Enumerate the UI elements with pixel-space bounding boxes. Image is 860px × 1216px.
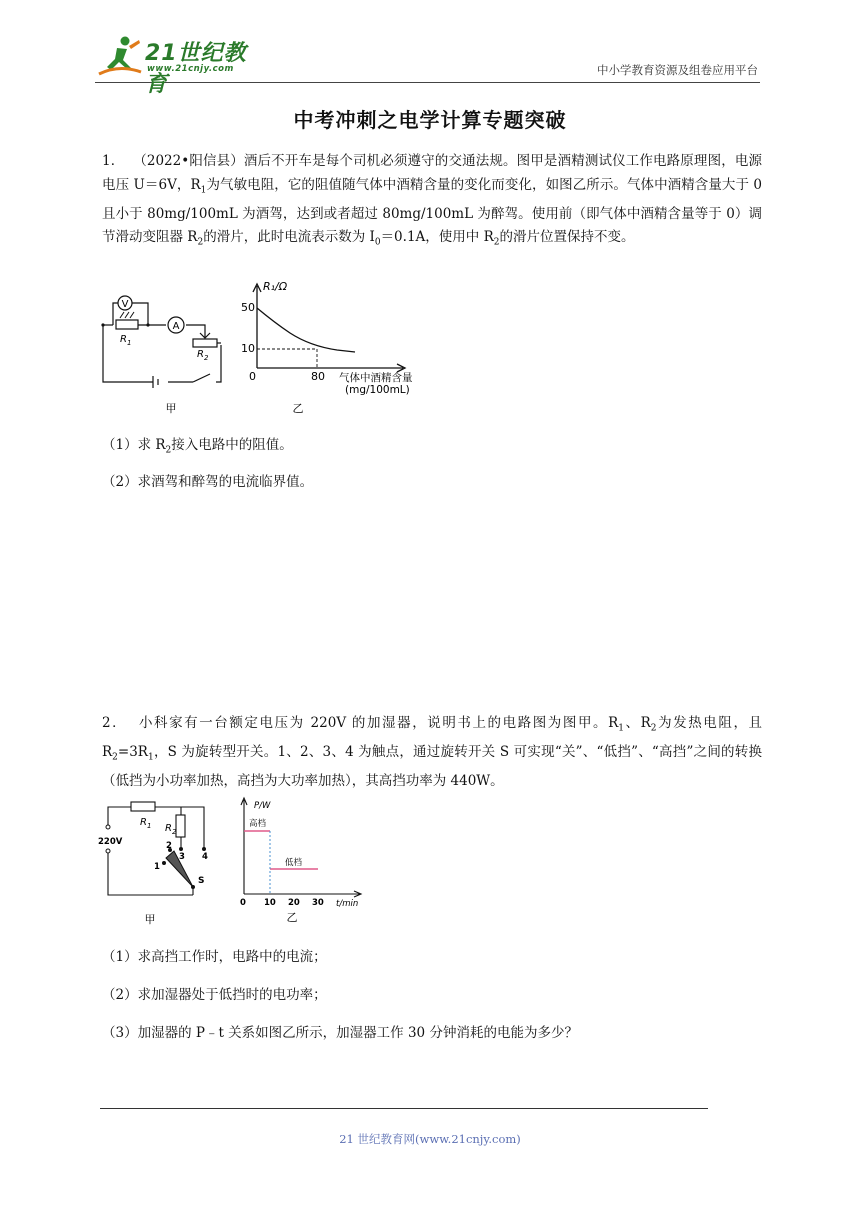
runner-logo-icon (95, 34, 143, 76)
y-tick-50: 50 (241, 301, 255, 314)
platform-name: 中小学教育资源及组卷应用平台 (597, 63, 758, 77)
page-title: 中考冲刺之电学计算专题突破 (293, 108, 567, 132)
page-footer: 21 世纪教育网(www.21cnjy.com) (339, 1132, 521, 1146)
ammeter-label: A (172, 321, 180, 332)
x-tick-0: 0 (249, 370, 256, 383)
x-tick-20: 20 (288, 898, 300, 908)
switch-label: S (198, 876, 205, 886)
x-tick-80: 80 (311, 370, 325, 383)
q1-subquestion-2: （2）求酒驾和醉驾的电流临界值。 (102, 474, 314, 490)
x-tick-0: 0 (240, 898, 246, 908)
q1-circuit-diagram (98, 285, 228, 425)
x-tick-30: 30 (312, 898, 324, 908)
contact-4: 4 (202, 852, 208, 862)
high-gear-label: 高档 (249, 819, 267, 829)
contact-1: 1 (154, 862, 160, 872)
q2-subquestion-2: （2）求加湿器处于低挡时的电功率； (102, 987, 327, 1003)
y-tick-10: 10 (241, 342, 255, 355)
x-tick-10: 10 (264, 898, 276, 908)
voltage-label: 220V (98, 837, 123, 847)
r1-label: $R_1$ (140, 817, 152, 830)
graph-ylabel: R₁/Ω (263, 280, 288, 293)
contact-2: 2 (166, 841, 172, 851)
logo-url: www.21cnjy.com (147, 64, 234, 74)
graph-xunit: (mg/100mL) (345, 384, 410, 396)
fig-yi-label: 乙 (292, 402, 304, 415)
q1-resistance-graph (235, 278, 425, 418)
fig-jia-label: 甲 (165, 402, 177, 415)
q2-power-time-graph (232, 792, 367, 927)
q2-subquestion-3: （3）加湿器的 P﹣t 关系如图乙所示，加湿器工作 30 分钟消耗的电能为多少？ (102, 1025, 578, 1041)
question-1-text: 1． （2022•阳信县）酒后不开车是每个司机必须遵守的交通法规。图甲是酒精测试仪工作电路原理图，电源电压 U＝6V，$R_1$为气敏电阻，它的阻值随气体中酒精含量的变化而变化，如图乙所示。气体中酒精含量大于 0 且小于 80mg/100mL 为酒驾，达到或者超过 80mg/100mL 为醉驾。使用前（即气体中酒精含量等于 0）调节滑动变阻器 $R_2$的滑片，此时电流表示数为 $I_0=0.1A$，使用中 $R_2$的滑片位置保持不变。 (102, 153, 762, 248)
graph-xlabel: t/min (336, 899, 359, 909)
fig-yi-label: 乙 (286, 911, 298, 924)
voltmeter-label: V (121, 299, 129, 310)
r1-label: $R_1$ (120, 334, 132, 347)
logo (95, 34, 265, 97)
fig-jia-label: 甲 (144, 913, 156, 926)
r2-label: $R_2$ (197, 349, 209, 362)
footer-divider (100, 1108, 708, 1109)
logo-text: 21世纪教育 (145, 41, 247, 97)
question-2-text: 2． 小科家有一台额定电压为 220V 的加湿器，说明书上的电路图为图甲。$R_1$、$R_2$为发热电阻，且 $R_2=3R_1$，S 为旋转型开关。1、2、3、4 为触点，通过旋转开关 S 可实现“关”、“低挡”、“高挡”之间的转换（低挡为小功率加热，高挡为大功率加热），其高挡功率为 440W。 (102, 715, 763, 790)
r2-label: $R_2$ (165, 823, 177, 836)
graph-ylabel: P/W (254, 801, 271, 811)
q1-subquestion-1: （1）求 $R_2$接入电路中的阻值。 (102, 437, 293, 456)
q2-circuit-diagram (96, 795, 221, 930)
low-gear-label: 低档 (285, 858, 303, 868)
contact-3: 3 (179, 852, 185, 862)
graph-xlabel: 气体中酒精含量 (339, 372, 413, 384)
q2-subquestion-1: （1）求高挡工作时，电路中的电流； (102, 949, 327, 965)
page-header (95, 30, 760, 97)
